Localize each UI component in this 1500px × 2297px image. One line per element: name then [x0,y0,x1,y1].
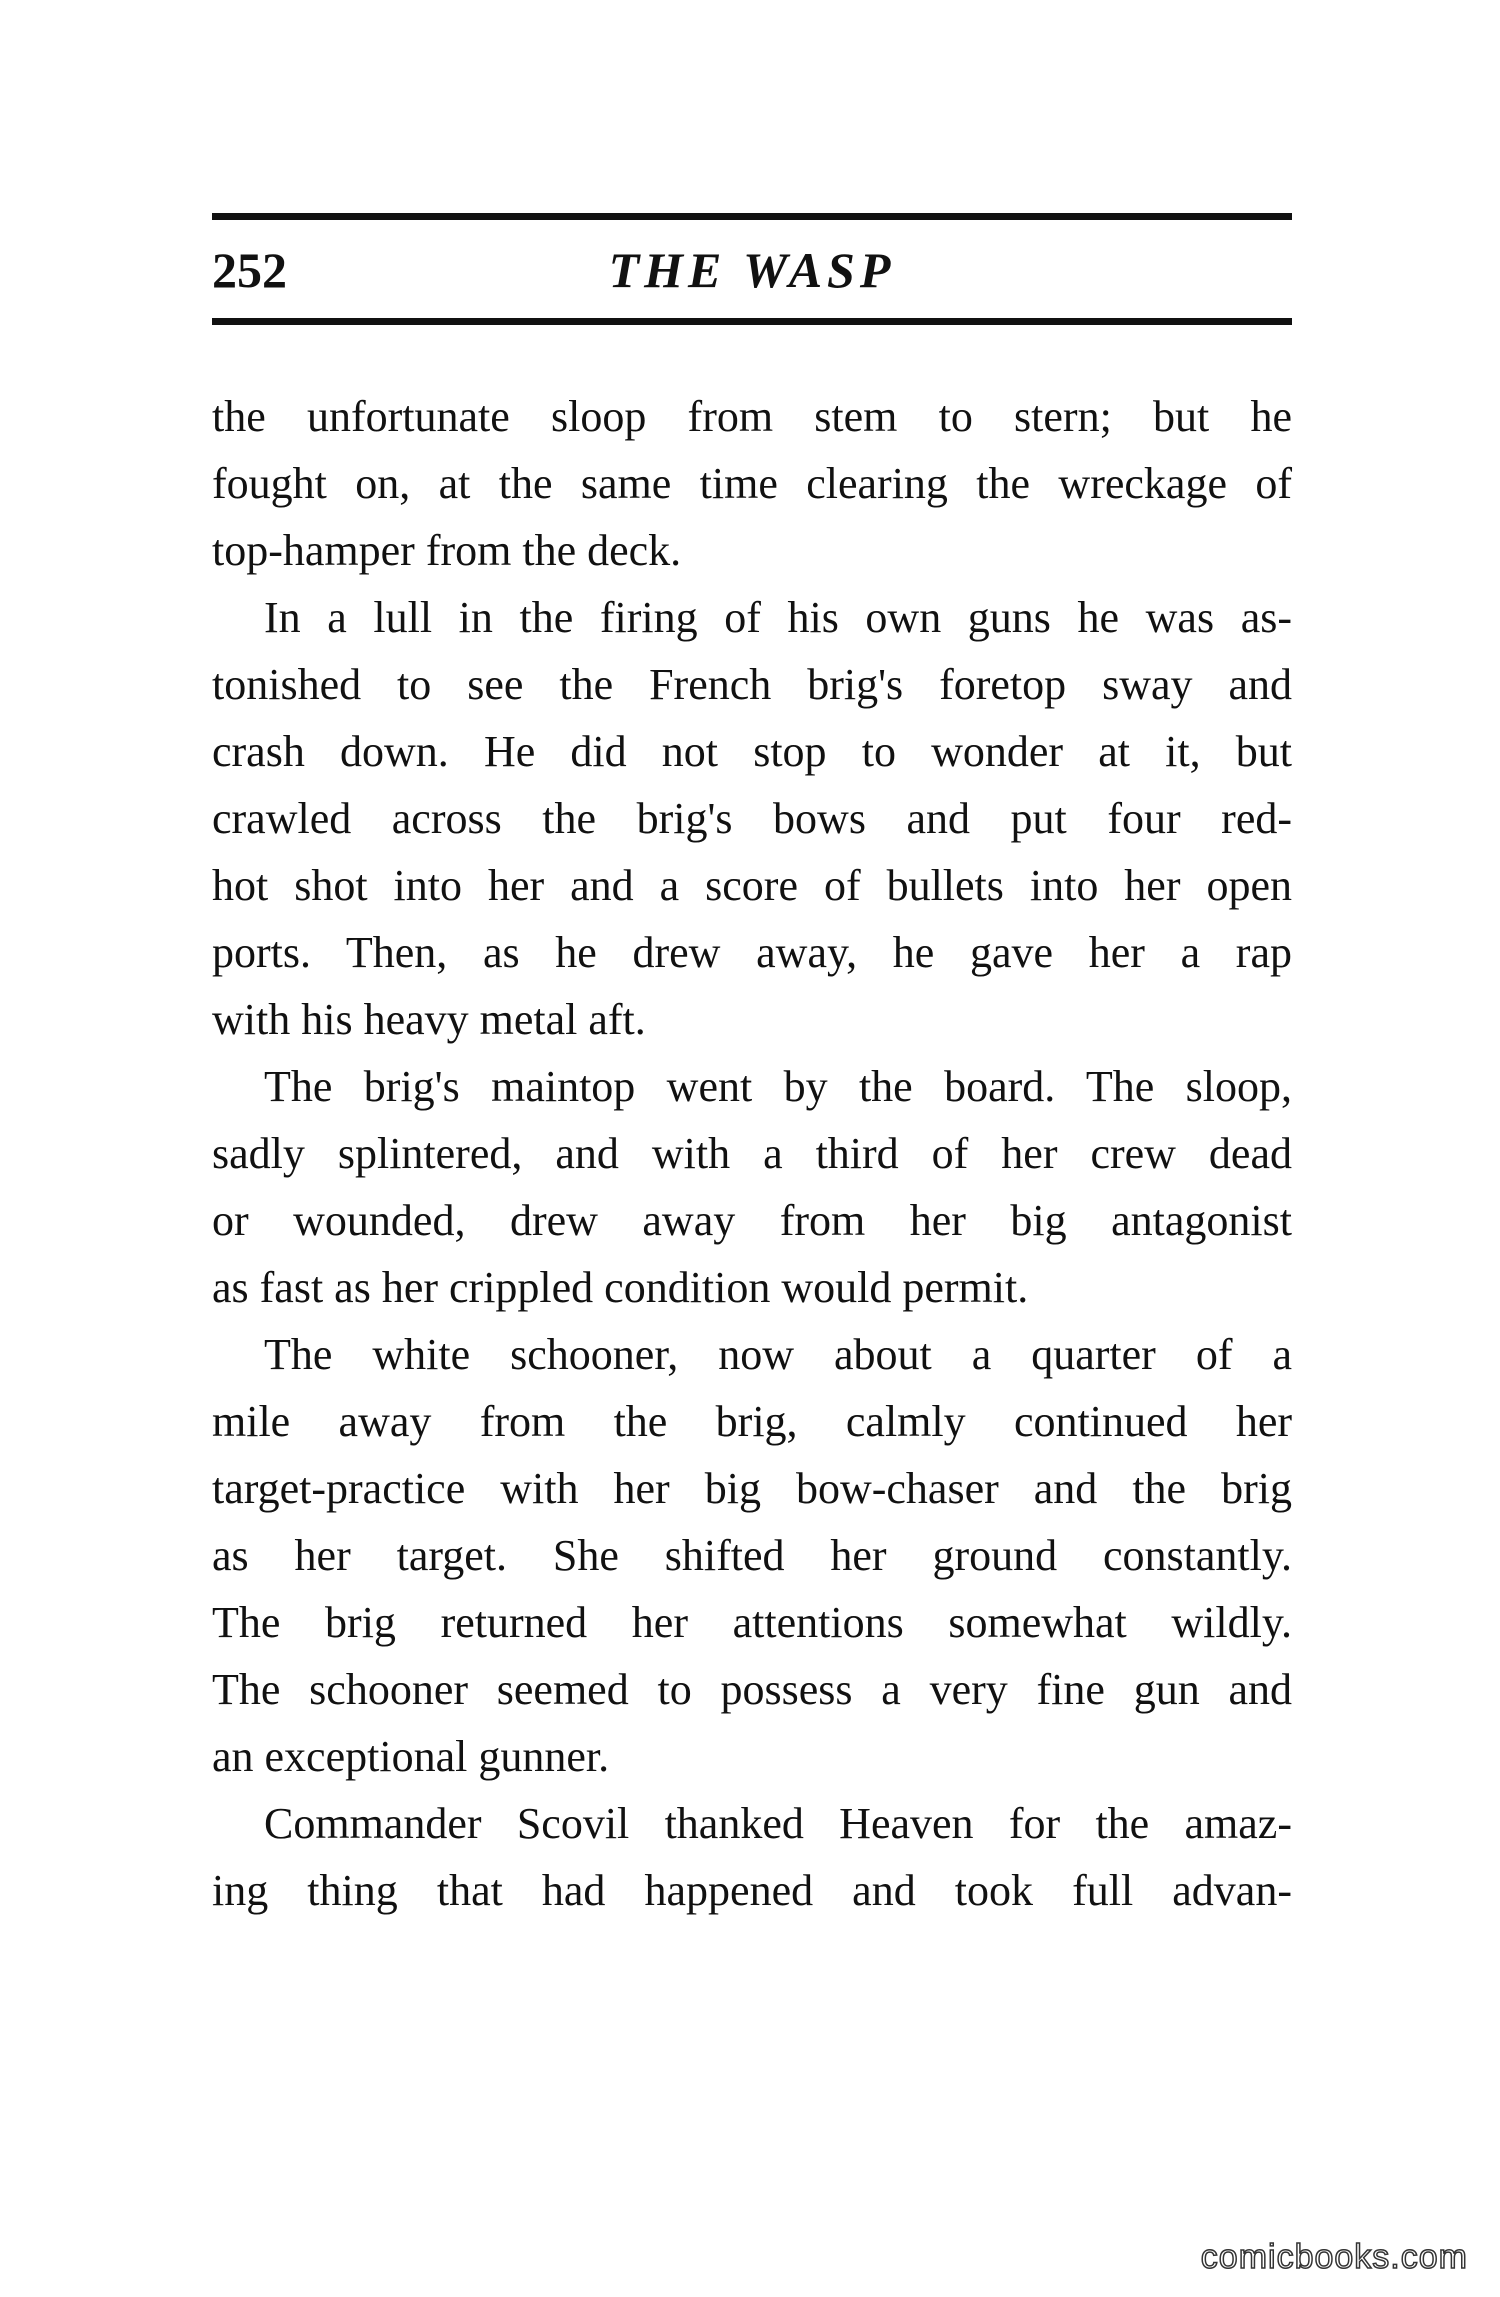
text-line: ports. Then, as he drew away, he gave her a rap [212,928,1292,977]
header-rule-bottom [212,318,1292,325]
text-line: top-hamper from the deck. [212,526,682,575]
text-line: Commander Scovil thanked Heaven for the amaz- [264,1799,1292,1848]
text-line: with his heavy metal aft. [212,995,646,1044]
text-line: crawled across the brig's bows and put four red- [212,794,1292,843]
text-line: hot shot into her and a score of bullets into her open [212,861,1292,910]
text-line: target-practice with her big bow-chaser and the brig [212,1464,1292,1513]
text-line: sadly splintered, and with a third of her crew dead [212,1129,1292,1178]
text-line: as fast as her crippled condition would permit. [212,1263,1029,1312]
watermark: comicbooks.com [1200,2238,1468,2276]
text-line: The brig's maintop went by the board. The sloop, [264,1062,1292,1111]
text-line: crash down. He did not stop to wonder at it, but [212,727,1292,776]
text-line: an exceptional gunner. [212,1732,610,1781]
text-line: The brig returned her attentions somewhat wildly. [212,1598,1292,1647]
text-line: In a lull in the firing of his own guns he was as- [264,593,1292,642]
page-number: 252 [212,242,287,298]
text-line: fought on, at the same time clearing the wreckage of [212,459,1292,508]
text-line: tonished to see the French brig's foretop sway and [212,660,1292,709]
text-line: The schooner seemed to possess a very fine gun and [212,1665,1292,1714]
header-rule-top [212,213,1292,220]
text-line: ing thing that had happened and took full advan- [212,1866,1292,1915]
running-title: THE WASP [608,242,896,298]
body-text [212,383,1292,1924]
text-line: the unfortunate sloop from stem to stern; but he [212,392,1292,441]
text-line: The white schooner, now about a quarter of a [264,1330,1292,1379]
text-line: as her target. She shifted her ground constantly. [212,1531,1292,1580]
text-line: mile away from the brig, calmly continued her [212,1397,1292,1446]
text-line: or wounded, drew away from her big antagonist [212,1196,1292,1245]
